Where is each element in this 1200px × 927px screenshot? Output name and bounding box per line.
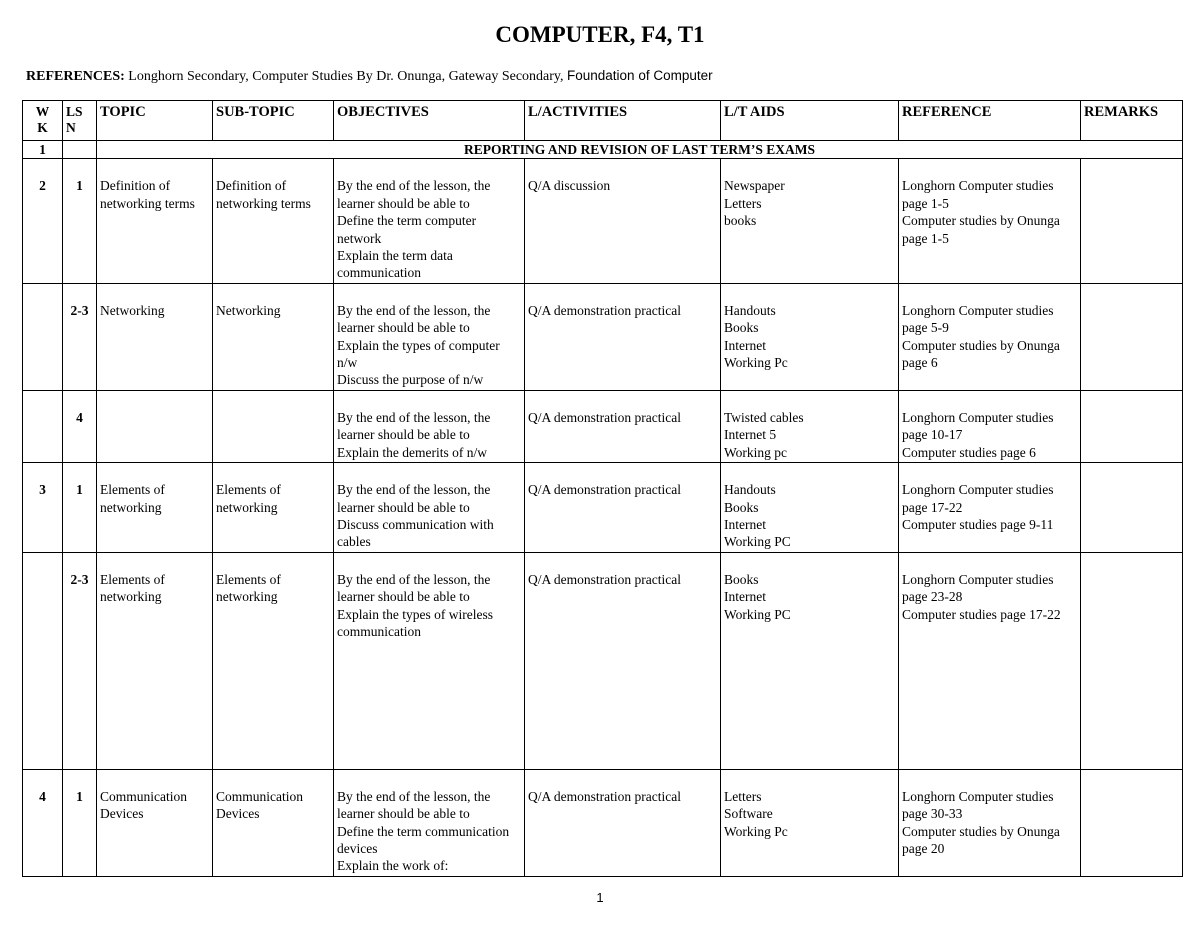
row-objectives: By the end of the lesson, the learner should be able to Define the term computer network Explain the term data communication bbox=[334, 159, 525, 283]
page-number: 1 bbox=[596, 890, 604, 905]
row-remarks bbox=[1081, 390, 1183, 462]
row-subtopic: Elements of networking bbox=[213, 552, 334, 769]
table-row bbox=[23, 463, 1183, 553]
row-reference: Longhorn Computer studies page 30-33 Computer studies by Onunga page 20 bbox=[899, 769, 1081, 876]
row-objectives: By the end of the lesson, the learner should be able to Explain the types of computer n/w Discuss the purpose of n/w bbox=[334, 283, 525, 390]
table-row bbox=[23, 769, 1183, 876]
row-topic: Elements of networking bbox=[97, 552, 213, 769]
row-objectives: By the end of the lesson, the learner should be able to Define the term communication devices Explain the work of: bbox=[334, 769, 525, 876]
scheme-of-work-table bbox=[22, 100, 1183, 877]
table-row bbox=[23, 283, 1183, 390]
row-remarks bbox=[1081, 159, 1183, 283]
row-week bbox=[23, 283, 63, 390]
references-label: REFERENCES: bbox=[26, 69, 125, 84]
row-lesson: 1 bbox=[63, 769, 97, 876]
row-lesson: 2-3 bbox=[63, 552, 97, 769]
header-topic: TOPIC bbox=[97, 101, 213, 141]
row-lesson: 2-3 bbox=[63, 283, 97, 390]
row-remarks bbox=[1081, 463, 1183, 553]
table-row bbox=[23, 390, 1183, 462]
row-subtopic: Definition of networking terms bbox=[213, 159, 334, 283]
row-subtopic: Communication Devices bbox=[213, 769, 334, 876]
row-objectives: By the end of the lesson, the learner should be able to Discuss communication with cables bbox=[334, 463, 525, 553]
row-topic: Communication Devices bbox=[97, 769, 213, 876]
row-week: 4 bbox=[23, 769, 63, 876]
row-reference: Longhorn Computer studies page 1-5 Computer studies by Onunga page 1-5 bbox=[899, 159, 1081, 283]
row-topic: Definition of networking terms bbox=[97, 159, 213, 283]
row-lesson: 1 bbox=[63, 159, 97, 283]
row-topic bbox=[97, 390, 213, 462]
row-remarks bbox=[1081, 769, 1183, 876]
header-lesson: LS N bbox=[63, 101, 97, 141]
row-subtopic: Networking bbox=[213, 283, 334, 390]
row-reference: Longhorn Computer studies page 17-22 Computer studies page 9-11 bbox=[899, 463, 1081, 553]
row-topic: Elements of networking bbox=[97, 463, 213, 553]
row-aids: Books Internet Working PC bbox=[721, 552, 899, 769]
row-aids: Handouts Books Internet Working PC bbox=[721, 463, 899, 553]
row-week bbox=[23, 390, 63, 462]
table-row bbox=[23, 552, 1183, 769]
row-remarks bbox=[1081, 552, 1183, 769]
references-text-extra: Foundation of Computer bbox=[567, 68, 713, 83]
week1-activity: REPORTING AND REVISION OF LAST TERM’S EXAMS bbox=[97, 141, 1183, 159]
row-activities: Q/A demonstration practical bbox=[525, 283, 721, 390]
row-lesson: 1 bbox=[63, 463, 97, 553]
week1-row bbox=[23, 141, 1183, 159]
row-activities: Q/A demonstration practical bbox=[525, 463, 721, 553]
header-remarks: REMARKS bbox=[1081, 101, 1183, 141]
row-objectives: By the end of the lesson, the learner should be able to Explain the demerits of n/w bbox=[334, 390, 525, 462]
header-week: W K bbox=[23, 101, 63, 141]
references-text: Longhorn Secondary, Computer Studies By Dr. Onunga, Gateway Secondary, bbox=[128, 69, 564, 84]
row-aids: Twisted cables Internet 5 Working pc bbox=[721, 390, 899, 462]
row-week: 3 bbox=[23, 463, 63, 553]
header-subtopic: SUB-TOPIC bbox=[213, 101, 334, 141]
row-week: 2 bbox=[23, 159, 63, 283]
row-remarks bbox=[1081, 283, 1183, 390]
row-week bbox=[23, 552, 63, 769]
table-row bbox=[23, 159, 1183, 283]
row-objectives: By the end of the lesson, the learner should be able to Explain the types of wireless communication bbox=[334, 552, 525, 769]
row-reference: Longhorn Computer studies page 23-28 Computer studies page 17-22 bbox=[899, 552, 1081, 769]
week1-number: 1 bbox=[23, 141, 63, 159]
row-activities: Q/A demonstration practical bbox=[525, 769, 721, 876]
references-line bbox=[26, 68, 713, 85]
header-reference: REFERENCE bbox=[899, 101, 1081, 141]
row-activities: Q/A discussion bbox=[525, 159, 721, 283]
document-title: COMPUTER, F4, T1 bbox=[495, 22, 705, 47]
header-objectives: OBJECTIVES bbox=[334, 101, 525, 141]
row-lesson: 4 bbox=[63, 390, 97, 462]
row-activities: Q/A demonstration practical bbox=[525, 390, 721, 462]
row-aids: Newspaper Letters books bbox=[721, 159, 899, 283]
row-reference: Longhorn Computer studies page 10-17 Computer studies page 6 bbox=[899, 390, 1081, 462]
week1-lesson-cell bbox=[63, 141, 97, 159]
row-topic: Networking bbox=[97, 283, 213, 390]
header-row bbox=[23, 101, 1183, 141]
row-subtopic bbox=[213, 390, 334, 462]
row-aids: Handouts Books Internet Working Pc bbox=[721, 283, 899, 390]
row-activities: Q/A demonstration practical bbox=[525, 552, 721, 769]
header-aids: L/T AIDS bbox=[721, 101, 899, 141]
header-activities: L/ACTIVITIES bbox=[525, 101, 721, 141]
row-aids: Letters Software Working Pc bbox=[721, 769, 899, 876]
row-reference: Longhorn Computer studies page 5-9 Computer studies by Onunga page 6 bbox=[899, 283, 1081, 390]
row-subtopic: Elements of networking bbox=[213, 463, 334, 553]
